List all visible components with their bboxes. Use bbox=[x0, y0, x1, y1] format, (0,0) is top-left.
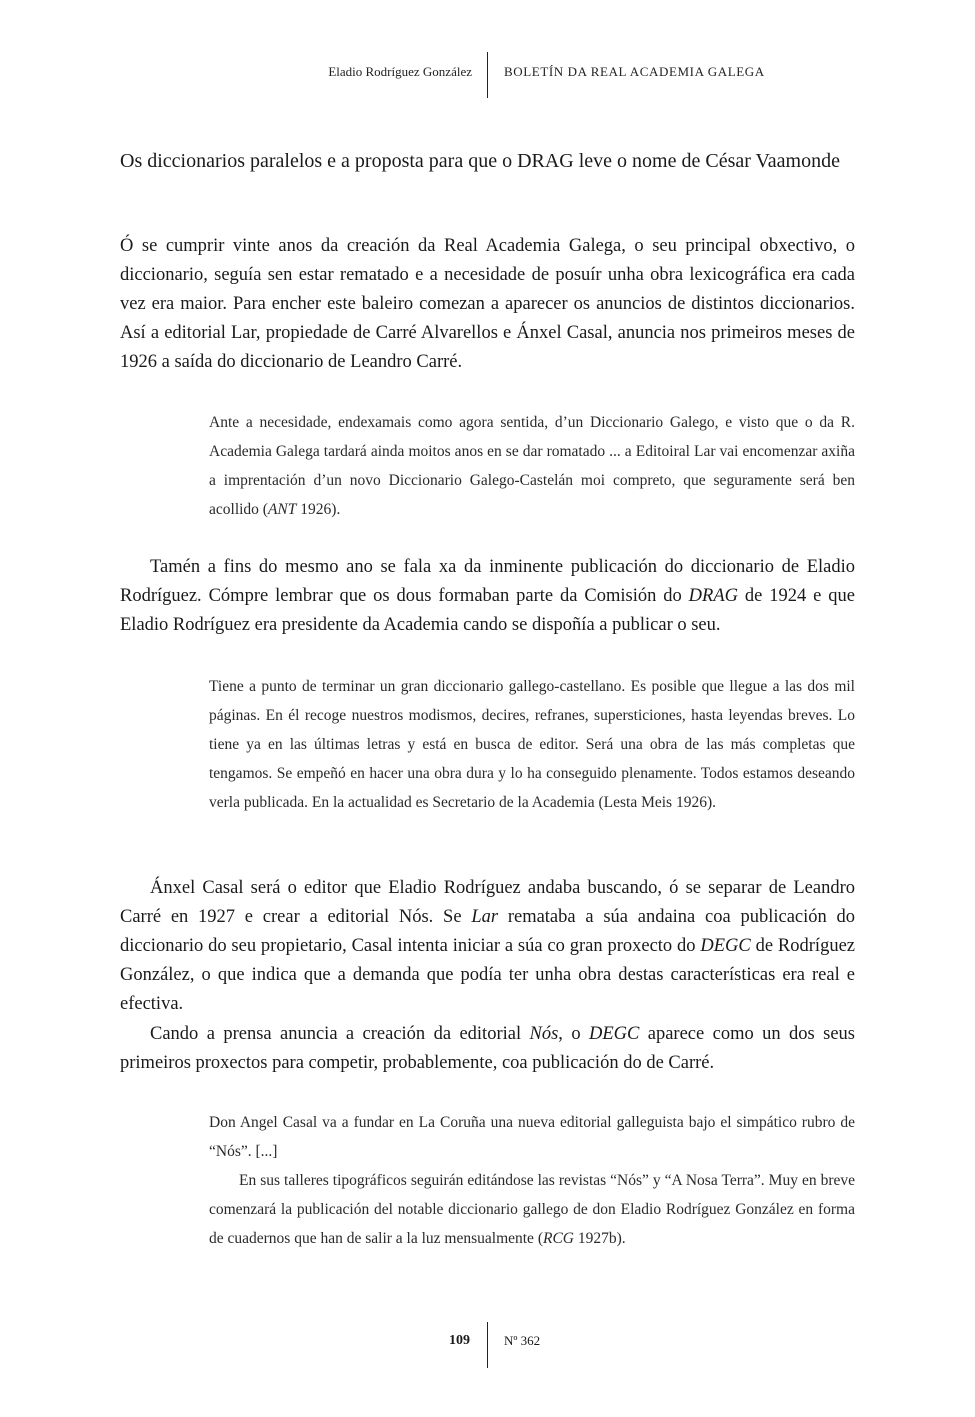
quote-1-citation-em: ANT bbox=[267, 501, 297, 518]
issue-number: Nº 362 bbox=[504, 1333, 541, 1348]
paragraph-3-em-1: Lar bbox=[471, 907, 499, 927]
paragraph-4 bbox=[120, 1020, 855, 1078]
quote-1-citation-end: 1926). bbox=[296, 501, 341, 518]
paragraph-2-text-end: de 1924 e que Eladio Rodríguez era presidente da Academia cando se dispoñía a publicar o seu. bbox=[120, 586, 855, 635]
paragraph-4-text-3: aparece como un dos seus primeiros proxectos para competir, probablemente, coa publicación do de Carré. bbox=[120, 1024, 855, 1073]
quote-3-line-1: Don Angel Casal va a fundar en La Coruña una nueva editorial galleguista bajo el simpático rubro de “Nós”. [...] bbox=[209, 1114, 855, 1160]
paragraph-4-text-2: , o bbox=[558, 1024, 589, 1044]
running-header-author: Eladio Rodríguez González bbox=[328, 64, 472, 79]
paragraph-1: Ó se cumprir vinte anos da creación da Real Academia Galega, o seu principal obxectivo, o diccionario, seguía sen estar rematado e a necesidade de posuír unha obra lexicográfica era cada vez era maior. Para encher este baleiro comezan a aparecer os anuncios de distintos diccionarios. Así a editorial Lar, propiedade de Carré Alvarellos e Ánxel Casal, anuncia nos primeiros meses de 1926 a saída do diccionario de Leandro Carré. bbox=[120, 236, 855, 372]
block-quote-3 bbox=[209, 1108, 855, 1253]
block-quote-1 bbox=[209, 408, 855, 524]
section-title: Os diccionarios paralelos e a proposta para que o DRAG leve o nome de César Vaamonde bbox=[120, 150, 840, 172]
quote-3-line-2 bbox=[209, 1166, 855, 1253]
paragraph-3-em-2: DEGC bbox=[700, 936, 751, 956]
paragraph-4-em-2: DEGC bbox=[588, 1024, 640, 1044]
page-number: 109 bbox=[449, 1333, 470, 1348]
footer-divider bbox=[487, 1322, 488, 1368]
quote-2-text: Tiene a punto de terminar un gran diccionario gallego-castellano. Es posible que llegue a las dos mil páginas. En él recoge nuestros modismos, decires, refranes, supersticiones, hasta leyendas breves. Lo tiene ya en las últimas letras y está en busca de editor. Será una obra de las más completas que tengamos. Se empeñó en hacer una obra dura y lo ha conseguido plenamente. Todos estamos deseando verla publicada. En la actualidad es Secretario de la Academia (Lesta Meis 1926). bbox=[209, 678, 855, 811]
paragraph-3 bbox=[120, 874, 855, 1019]
paragraph-3-text-3: de Rodríguez González, o que indica que a demanda que podía ter unha obra destas características era real e efectiva. bbox=[120, 936, 855, 1014]
paragraph-4-em-1: Nós bbox=[529, 1024, 559, 1044]
running-header-journal: BOLETÍN DA REAL ACADEMIA GALEGA bbox=[504, 64, 765, 79]
paragraph-2 bbox=[120, 553, 855, 640]
quote-3-citation-em: RCG bbox=[542, 1230, 574, 1247]
paragraph-4-text: Cando a prensa anuncia a creación da editorial bbox=[150, 1024, 530, 1044]
header-divider bbox=[487, 52, 488, 98]
quote-3-citation-end: 1927b). bbox=[573, 1230, 626, 1247]
paragraph-2-em: DRAG bbox=[688, 586, 738, 606]
paragraph-3-text: Ánxel Casal será o editor que Eladio Rodríguez andaba buscando, ó se separar de Leandro Carré en 1927 e crear a editorial Nós. Se bbox=[120, 878, 855, 927]
paragraph-2-text: Tamén a fins do mesmo ano se fala xa da inminente publicación do diccionario de Eladio Rodríguez. Cómpre lembrar que os dous formaban parte da Comisión do bbox=[120, 557, 855, 606]
block-quote-2 bbox=[209, 672, 855, 817]
quote-1-text: Ante a necesidade, endexamais como agora sentida, d’un Diccionario Galego, e visto que o da R. Academia Galega tardará ainda moitos anos en se dar romatado ... a Editoiral Lar vai encomenzar axiña a imprentación d’un novo Diccionario Galego-Castelán moi compreto, que seguramente será ben acollido ( bbox=[209, 414, 855, 518]
quote-3-text: En sus talleres tipográficos seguirán editándose las revistas “Nós” y “A Nosa Terra”. Muy en breve comenzará la publicación del notable diccionario gallego de don Eladio Rodríguez González en forma de cuadernos que han de salir a la luz mensualmente ( bbox=[209, 1172, 855, 1247]
paragraph-3-text-2: remataba a súa andaina coa publicación do diccionario do seu propietario, Casal intenta iniciar a súa co gran proxecto do bbox=[120, 907, 856, 956]
